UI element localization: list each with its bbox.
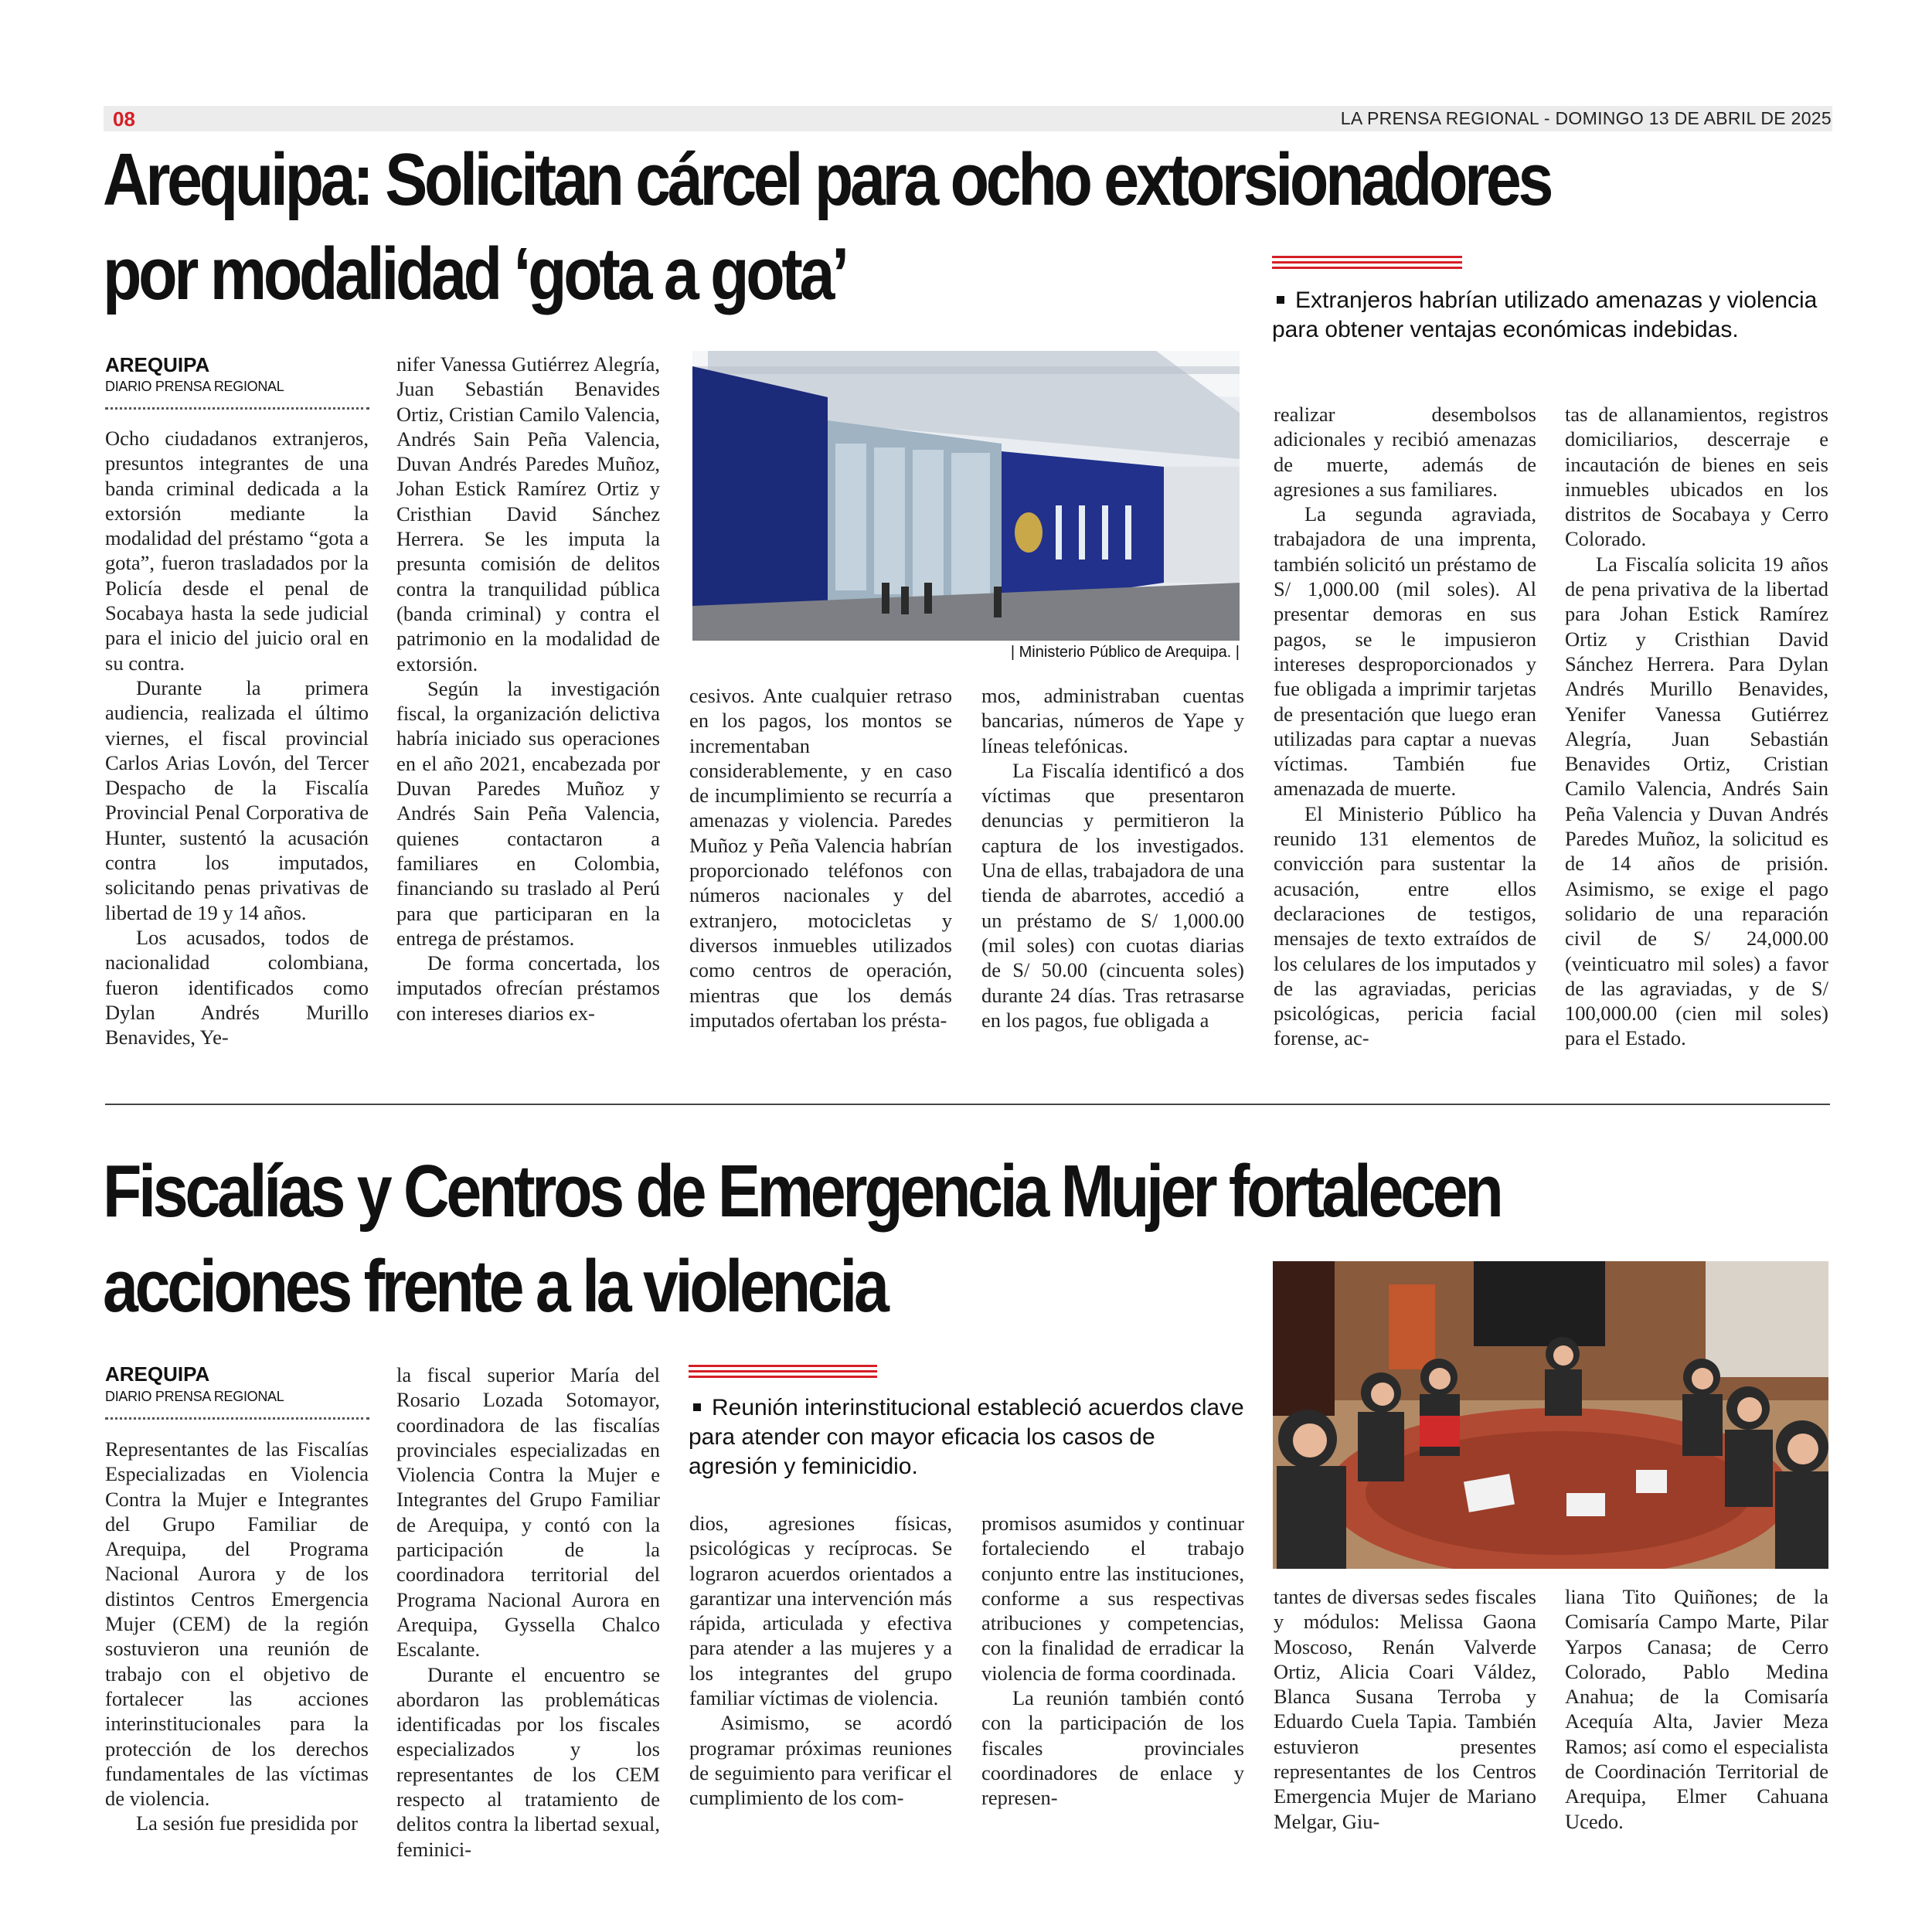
paragraph: nifer Vanessa Gutiérrez Alegría, Juan Sebastián Benavides Ortiz, Cristian Camilo Valencia, Andrés Sain Peña Valencia, Duvan Andrés Paredes Muñoz, Johan Estick Ramírez Ortiz y Cristhian David Sánchez Herrera. Se les imputa la presunta comisión de delitos contra la tranquilidad pública (banda criminal) y contra el patrimonio en la modalidad de extorsión. — [396, 352, 660, 675]
article1-photo-caption: | Ministerio Público de Arequipa. | — [1010, 644, 1240, 661]
paragraph: cesivos. Ante cualquier retraso en los pagos, los montos se incrementaban considerablemente, y en caso de incumplimiento se recurría a amenazas y violencia. Paredes Muñoz y Peña Valencia habrían proporcionado teléfonos con números nacionales y del extranjero, motocicletas y diversos inmuebles utilizados como centros de operación, mientras que los demás imputados ofertaban los présta- — [689, 684, 952, 1032]
article2-col6 — [1565, 1584, 1828, 1834]
paragraph: La segunda agraviada, trabajadora de una imprenta, también solicitó un préstamo de S/ 1,000.00 (mil soles). Al presentar demoras en sus pagos, se le impusieron intereses desproporcionados y fue obligada a imprimir tarjetas de presentación que luego eran utilizadas para captar a nuevas víctimas. También fue amenazada de muerte. — [1274, 502, 1536, 801]
meeting-photo — [1273, 1261, 1828, 1569]
paragraph: Representantes de las Fiscalías Especializadas en Violencia Contra la Mujer e Integrantes del Grupo Familiar de Arequipa, del Programa Nacional Aurora y de los distintos Centros Emergencia Mujer (CEM) de la región sostuvieron una reunión de trabajo con el objetivo de fortalecer las acciones interinstitucionales para la protección de los derechos fundamentales de las víctimas de violencia. — [105, 1437, 369, 1811]
article2-col1 — [105, 1437, 369, 1836]
article1-deck-red-lines — [1272, 256, 1462, 271]
paragraph: Según la investigación fiscal, la organización delictiva habría iniciado sus operaciones en el año 2021, encabezada por Duvan Paredes Muñoz y Andrés Sain Peña Valencia, quienes contactaron a familiares en Colombia, financiando su traslado al Perú para que participaran en la entrega de préstamos. — [396, 676, 660, 950]
article2-headline-line1: Fiscalías y Centros de Emergencia Mujer fortalecen — [103, 1150, 1501, 1233]
article1-col5 — [1274, 402, 1536, 1051]
paragraph: liana Tito Quiñones; de la Comisaría Campo Marte, Pilar Yarpos Canasa; de Cerro Colorado, Pablo Medina Anahua; de la Comisaría Acequía Alta, Javier Meza Ramos; así como el especialista de Coordinación Territorial de Arequipa, Elmer Cahuana Ucedo. — [1565, 1585, 1828, 1833]
article2-deck-red-lines — [689, 1365, 877, 1380]
paragraph: realizar desembolsos adicionales y recibió amenazas de muerte, además de agresiones a sus familiares. — [1274, 403, 1536, 501]
paragraph: Asimismo, se acordó programar próximas reuniones de seguimiento para verificar el cumplimiento de los com- — [689, 1711, 952, 1810]
paragraph: De forma concertada, los imputados ofrecían préstamos con intereses diarios ex- — [396, 951, 660, 1025]
paragraph: tas de allanamientos, registros domiciliarios, descerraje e incautación de bienes en seis inmuebles ubicados en los distritos de Socabaya y Cerro Colorado. — [1565, 403, 1828, 551]
article2-col4 — [981, 1511, 1244, 1811]
article2-deck-text: Reunión interinstitucional estableció acuerdos clave para atender con mayor eficacia los casos de agresión y feminicidio. — [689, 1395, 1244, 1479]
article2-location: AREQUIPA — [105, 1362, 210, 1386]
article1-dotted-rule — [105, 407, 369, 410]
paragraph: promisos asumidos y continuar fortaleciendo el trabajo conjunto entre las instituciones, conforme a sus respectivas atribuciones y competencias, con la finalidad de erradicar la violencia de forma coordinada. — [981, 1512, 1244, 1685]
article1-col6 — [1565, 402, 1828, 1051]
article2-dotted-rule — [105, 1417, 369, 1420]
paragraph: Ocho ciudadanos extranjeros, presuntos integrantes de una banda criminal dedicada a la extorsión mediante la modalidad del préstamo “gota a gota”, fueron trasladados por la Policía desde el penal de Socabaya hasta la sede judicial para el inicio del juicio oral en su contra. — [105, 427, 369, 675]
article2-col3 — [689, 1511, 952, 1811]
paragraph: la fiscal superior María del Rosario Lozada Sotomayor, coordinadora de las fiscalías provinciales especializadas en Violencia Contra la Mujer e Integrantes del Grupo Familiar de Arequipa, y contó con la participación de la coordinadora territorial del Programa Nacional Aurora en Arequipa, Gyssella Chalco Escalante. — [396, 1363, 660, 1662]
paragraph: mos, administraban cuentas bancarias, números de Yape y líneas telefónicas. — [981, 684, 1244, 757]
article1-deck — [1272, 286, 1844, 345]
paragraph: dios, agresiones físicas, psicológicas y recíprocas. Se lograron acuerdos orientados a garantizar una intervención más rápida, articulada y efectiva para atender a las mujeres y a los integrantes del grupo familiar víctimas de violencia. — [689, 1512, 952, 1710]
paragraph: La Fiscalía solicita 19 años de pena privativa de la libertad para Johan Estick Ramírez Ortiz y Cristhian David Sánchez Herrera. Para Dylan Andrés Murillo Benavides, Yenifer Vanessa Gutiérrez Alegría, Juan Sebastián Benavides Ortiz, Cristian Camilo Valencia, Andrés Sain Peña Valencia y Duvan Andrés Paredes Muñoz, la solicitud es de 14 años de prisión. Asimismo, se exige el pago solidario de una reparación civil de S/ 24,000.00 (veinticuatro mil soles) a favor de las agraviadas, y de S/ 100,000.00 (cien mil soles) para el Estado. — [1565, 552, 1828, 1050]
courthouse-photo — [692, 351, 1240, 641]
article1-location: AREQUIPA — [105, 353, 210, 376]
article1-deck-text: Extranjeros habrían utilizado amenazas y violencia para obtener ventajas económicas indebidas. — [1272, 287, 1818, 342]
article1-headline-line2: por modalidad ‘gota a gota’ — [103, 233, 846, 315]
article2-photo — [1273, 1261, 1828, 1569]
article1-col3 — [689, 683, 952, 1032]
article2-source: DIARIO PRENSA REGIONAL — [105, 1389, 284, 1404]
paragraph: La sesión fue presidida por — [136, 1811, 358, 1835]
paragraph: Durante la primera audiencia, realizada el último viernes, el fiscal provincial Carlos Arias Lovón, del Tercer Despacho de la Fiscalía Provincial Penal Corporativa de Hunter, sustentó la acusación contra los imputados, solicitando penas privativas de libertad de 19 y 14 años. — [105, 675, 369, 924]
article1-col2 — [396, 352, 660, 1026]
paragraph: La Fiscalía identificó a dos víctimas que presentaron denuncias y permitieron la captura de los investigados. Una de ellas, trabajadora de una tienda de abarrotes, accedió a un préstamo de S/ 1,000.00 (mil soles) con cuotas diarias de S/ 50.00 (cincuenta soles) durante 24 días. Tras retrasarse en los pagos, fue obligada a — [981, 758, 1244, 1032]
paragraph: El Ministerio Público ha reunido 131 elementos de convicción para sustentar la acusación, entre ellos declaraciones de testigos, mensajes de texto extraídos de los celulares de los imputados y de las agraviadas, pericias psicológicas, pericia facial forense, ac- — [1274, 801, 1536, 1050]
article2-col5 — [1274, 1584, 1536, 1834]
paragraph: Los acusados, todos de nacionalidad colombiana, fueron identificados como Dylan Andrés Murillo Benavides, Ye- — [105, 925, 369, 1049]
article2-col2 — [396, 1362, 660, 1862]
paragraph: tantes de diversas sedes fiscales y módulos: Melissa Gaona Moscoso, Renán Valverde Ortiz, Alicia Coari Váldez, Blanca Susana Terroba y Eduardo Cuela Tapia. También estuvieron presentes representantes de los Centros Emergencia Mujer de Mariano Melgar, Giu- — [1274, 1585, 1536, 1833]
article-separator — [105, 1104, 1830, 1105]
paragraph: Durante el encuentro se abordaron las problemáticas identificadas por los fiscales especializados y los representantes de los CEM respecto al tratamiento de delitos contra la libertad sexual, feminici- — [396, 1662, 660, 1861]
article2-headline-line2: acciones frente a la violencia — [103, 1245, 886, 1328]
article1-headline-line1: Arequipa: Solicitan cárcel para ocho extorsionadores — [103, 138, 1551, 221]
article2-deck — [689, 1393, 1245, 1481]
article1-source: DIARIO PRENSA REGIONAL — [105, 379, 284, 394]
article1-photo — [692, 351, 1240, 641]
paragraph: La reunión también contó con la participación de los fiscales provinciales coordinadores de enlace y represen- — [981, 1686, 1244, 1810]
publication-date: LA PRENSA REGIONAL - DOMINGO 13 DE ABRIL DE 2025 — [1340, 108, 1832, 128]
article1-col1 — [105, 426, 369, 1049]
bullet-square-icon — [693, 1403, 701, 1411]
bullet-square-icon — [1277, 296, 1284, 304]
page-number: 08 — [113, 107, 135, 131]
article1-col4 — [981, 683, 1244, 1032]
